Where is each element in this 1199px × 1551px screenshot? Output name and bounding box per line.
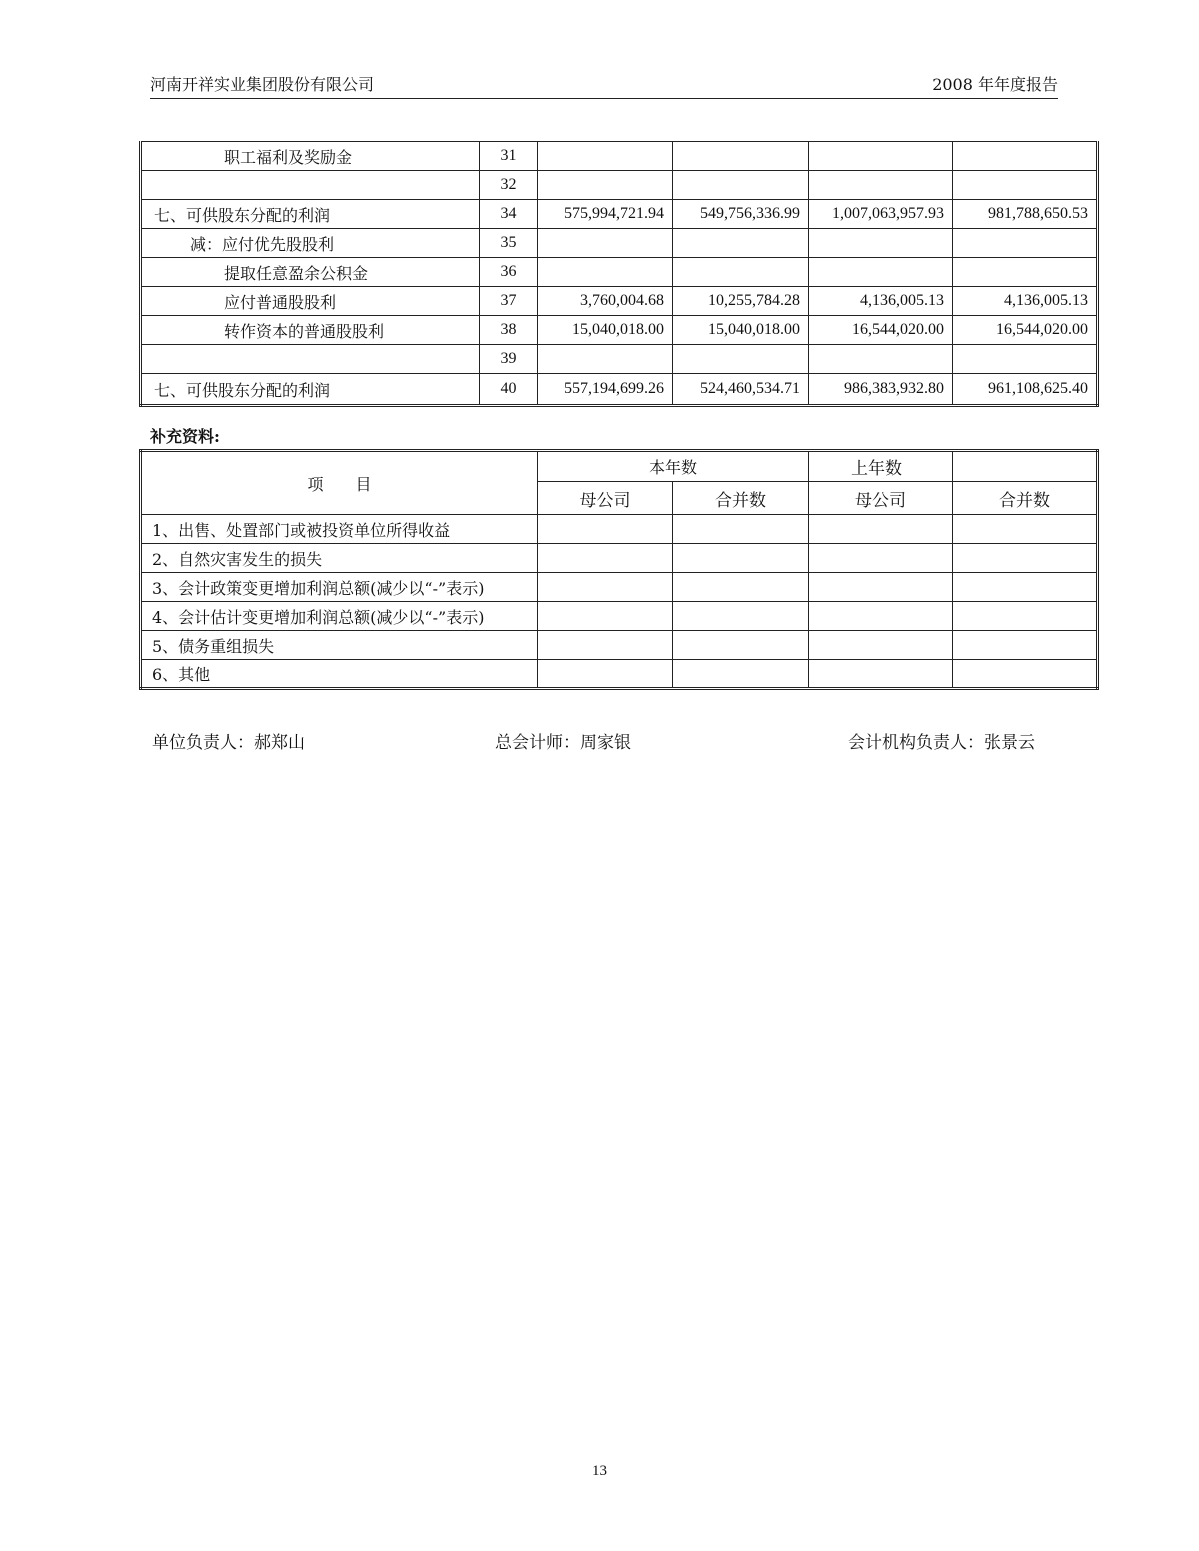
value-cell	[809, 631, 953, 660]
table-row	[141, 631, 1098, 660]
table-row	[141, 544, 1098, 573]
page-number: 13	[592, 1463, 607, 1479]
table-row	[141, 229, 1098, 258]
row-label: 提取任意盈余公积金	[141, 258, 480, 287]
value-cell	[538, 171, 673, 200]
table-row	[141, 316, 1098, 345]
accounting-head-signature: 会计机构负责人：张景云	[848, 733, 1035, 753]
chief-accountant-signature: 总会计师：周家银	[495, 733, 631, 753]
row-label: 减：应付优先股股利	[141, 229, 480, 258]
value-cell: 961,108,625.40	[953, 374, 1098, 406]
value-cell: 3,760,004.68	[538, 287, 673, 316]
value-cell: 575,994,721.94	[538, 200, 673, 229]
value-cell	[953, 142, 1098, 171]
supplement-title: 补充资料:	[150, 427, 220, 446]
row-label: 应付普通股股利	[141, 287, 480, 316]
item-label: 1、出售、处置部门或被投资单位所得收益	[141, 515, 538, 544]
line-number: 34	[480, 200, 538, 229]
value-cell	[809, 515, 953, 544]
value-cell	[673, 515, 809, 544]
table-row	[141, 660, 1098, 689]
value-cell	[673, 573, 809, 602]
value-cell: 16,544,020.00	[953, 316, 1098, 345]
last-year-header: 上年数	[809, 451, 953, 482]
report-title: 2008 年年度报告	[932, 75, 1058, 94]
row-label: 职工福利及奖励金	[141, 142, 480, 171]
value-cell	[809, 602, 953, 631]
consolidated-header: 合并数	[673, 482, 809, 515]
value-cell	[538, 515, 673, 544]
value-cell: 15,040,018.00	[538, 316, 673, 345]
line-number: 36	[480, 258, 538, 287]
value-cell	[809, 544, 953, 573]
value-cell	[809, 258, 953, 287]
company-name: 河南开祥实业集团股份有限公司	[150, 75, 375, 94]
value-cell	[538, 544, 673, 573]
value-cell: 10,255,784.28	[673, 287, 809, 316]
table-row	[141, 171, 1098, 200]
value-cell	[538, 602, 673, 631]
value-cell	[953, 345, 1098, 374]
parent-header: 母公司	[809, 482, 953, 515]
item-label: 6、其他	[141, 660, 538, 689]
value-cell: 15,040,018.00	[673, 316, 809, 345]
value-cell	[538, 229, 673, 258]
value-cell	[953, 573, 1098, 602]
value-cell	[673, 660, 809, 689]
value-cell	[953, 515, 1098, 544]
value-cell	[673, 345, 809, 374]
line-number: 40	[480, 374, 538, 406]
table-row	[141, 602, 1098, 631]
value-cell	[953, 602, 1098, 631]
item-label: 5、债务重组损失	[141, 631, 538, 660]
value-cell	[953, 258, 1098, 287]
table-row	[141, 258, 1098, 287]
value-cell	[673, 602, 809, 631]
item-label: 3、会计政策变更增加利润总额(减少以“-”表示)	[141, 573, 538, 602]
value-cell	[538, 660, 673, 689]
line-number: 32	[480, 171, 538, 200]
supplement-table	[139, 449, 1099, 690]
value-cell	[673, 171, 809, 200]
row-label	[141, 345, 480, 374]
value-cell	[809, 142, 953, 171]
value-cell	[673, 229, 809, 258]
item-header: 项 目	[141, 451, 538, 515]
value-cell	[953, 171, 1098, 200]
line-number: 35	[480, 229, 538, 258]
value-cell	[809, 345, 953, 374]
line-number: 37	[480, 287, 538, 316]
value-cell	[809, 573, 953, 602]
consolidated-header: 合并数	[953, 482, 1098, 515]
empty-header-cell	[953, 451, 1098, 482]
row-label: 七、可供股东分配的利润	[141, 374, 480, 406]
line-number: 39	[480, 345, 538, 374]
line-number: 31	[480, 142, 538, 171]
table-row	[141, 573, 1098, 602]
table-row	[141, 142, 1098, 171]
value-cell: 1,007,063,957.93	[809, 200, 953, 229]
value-cell	[538, 573, 673, 602]
table-row	[141, 200, 1098, 229]
value-cell: 557,194,699.26	[538, 374, 673, 406]
value-cell	[953, 631, 1098, 660]
item-label: 2、自然灾害发生的损失	[141, 544, 538, 573]
row-label: 转作资本的普通股股利	[141, 316, 480, 345]
value-cell: 524,460,534.71	[673, 374, 809, 406]
unit-head-signature: 单位负责人：郝郑山	[152, 733, 305, 753]
value-cell	[538, 631, 673, 660]
value-cell	[953, 544, 1098, 573]
table-row	[141, 374, 1098, 406]
row-label: 七、可供股东分配的利润	[141, 200, 480, 229]
value-cell	[673, 544, 809, 573]
table-row	[141, 345, 1098, 374]
value-cell	[809, 171, 953, 200]
value-cell	[809, 660, 953, 689]
value-cell: 4,136,005.13	[809, 287, 953, 316]
value-cell: 549,756,336.99	[673, 200, 809, 229]
parent-header: 母公司	[538, 482, 673, 515]
value-cell: 16,544,020.00	[809, 316, 953, 345]
value-cell	[953, 660, 1098, 689]
value-cell: 986,383,932.80	[809, 374, 953, 406]
value-cell: 4,136,005.13	[953, 287, 1098, 316]
table-row	[141, 287, 1098, 316]
value-cell	[809, 229, 953, 258]
value-cell	[538, 258, 673, 287]
this-year-header: 本年数	[538, 451, 809, 482]
item-label: 4、会计估计变更增加利润总额(减少以“-”表示)	[141, 602, 538, 631]
line-number: 38	[480, 316, 538, 345]
value-cell	[673, 142, 809, 171]
page-header	[150, 72, 1058, 99]
header-row	[141, 451, 1098, 482]
value-cell	[538, 345, 673, 374]
profit-distribution-table	[139, 141, 1099, 407]
value-cell	[673, 258, 809, 287]
value-cell	[953, 229, 1098, 258]
table-row	[141, 515, 1098, 544]
value-cell	[673, 631, 809, 660]
value-cell: 981,788,650.53	[953, 200, 1098, 229]
value-cell	[538, 142, 673, 171]
row-label	[141, 171, 480, 200]
